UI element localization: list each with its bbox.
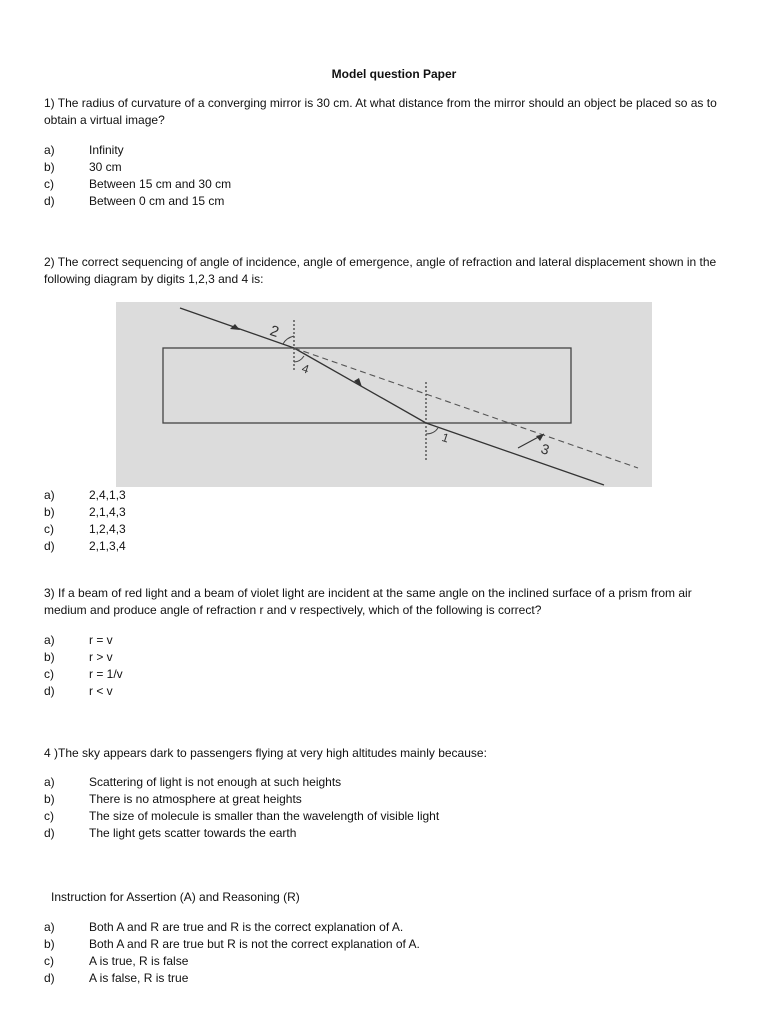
question-4-options	[44, 774, 724, 842]
option-key: a)	[44, 920, 55, 934]
option-key: b)	[44, 650, 55, 664]
question-3: 3) If a beam of red light and a beam of violet light are incident at the same angle on the inclined surface of a prism from air medium and produce angle of refraction r and v respectively, which of the following is correct?	[44, 586, 692, 617]
option-key: a)	[44, 775, 55, 789]
option-key: d)	[44, 826, 55, 840]
option-row	[44, 791, 724, 808]
option-key: b)	[44, 505, 55, 519]
option-row	[44, 176, 724, 193]
option-text: r > v	[89, 650, 113, 664]
option-text: Infinity	[89, 143, 124, 157]
figure-label-3: 3	[539, 440, 552, 458]
option-row	[44, 142, 724, 159]
option-text: A is true, R is false	[89, 954, 189, 968]
option-text: 1,2,4,3	[89, 522, 126, 536]
option-key: c)	[44, 809, 54, 823]
angle-arc	[283, 336, 294, 344]
option-key: c)	[44, 954, 54, 968]
option-key: d)	[44, 971, 55, 985]
option-row	[44, 683, 724, 700]
question-1: 1) The radius of curvature of a converging mirror is 30 cm. At what distance from the mirror should an object be placed so as to obtain a virtual image?	[44, 96, 717, 127]
option-text: Between 15 cm and 30 cm	[89, 177, 232, 191]
refraction-diagram	[116, 302, 652, 487]
option-text: r < v	[89, 684, 113, 698]
option-row	[44, 825, 724, 842]
option-key: d)	[44, 684, 55, 698]
option-row	[44, 487, 724, 504]
option-row	[44, 666, 724, 683]
option-row	[44, 774, 724, 791]
option-row	[44, 521, 724, 538]
option-text: 30 cm	[89, 160, 122, 174]
option-key: d)	[44, 539, 55, 553]
extended-ray	[294, 348, 638, 468]
option-text: r = v	[89, 633, 113, 647]
page-title: Model question Paper	[331, 67, 457, 81]
option-text: The light gets scatter towards the earth	[89, 826, 297, 840]
option-key: b)	[44, 792, 55, 806]
option-text: 2,1,3,4	[89, 539, 126, 553]
option-text: Between 0 cm and 15 cm	[89, 194, 225, 208]
option-key: a)	[44, 488, 55, 502]
option-key: c)	[44, 177, 54, 191]
option-text: 2,1,4,3	[89, 505, 126, 519]
option-row	[44, 808, 724, 825]
option-row	[44, 538, 724, 555]
angle-arc	[426, 428, 438, 434]
option-key: c)	[44, 522, 54, 536]
option-text: r = 1/v	[89, 667, 123, 681]
option-row	[44, 159, 724, 176]
option-row	[44, 919, 724, 936]
angle-arc	[294, 356, 304, 362]
option-key: b)	[44, 160, 55, 174]
option-key: c)	[44, 667, 54, 681]
option-row	[44, 504, 724, 521]
option-row	[44, 193, 724, 210]
option-text: There is no atmosphere at great heights	[89, 792, 302, 806]
option-text: Both A and R are true and R is the correct explanation of A.	[89, 920, 404, 934]
option-text: The size of molecule is smaller than the wavelength of visible light	[89, 809, 440, 823]
option-row	[44, 936, 724, 953]
option-row	[44, 649, 724, 666]
figure-label-4: 4	[300, 361, 311, 377]
option-row	[44, 970, 724, 987]
figure-label-1: 1	[440, 430, 451, 446]
question-2: 2) The correct sequencing of angle of incidence, angle of emergence, angle of refraction and lateral displacement shown in the following diagram by digits 1,2,3 and 4 is:	[44, 255, 717, 286]
option-row	[44, 632, 724, 649]
option-text: Scattering of light is not enough at such heights	[89, 775, 342, 789]
instruction-options	[44, 919, 724, 987]
question-2-options	[44, 487, 724, 555]
question-1-options	[44, 142, 724, 210]
option-text: A is false, R is true	[89, 971, 189, 985]
glass-slab	[163, 348, 571, 423]
option-key: b)	[44, 937, 55, 951]
option-text: Both A and R are true but R is not the correct explanation of A.	[89, 937, 420, 951]
option-row	[44, 953, 724, 970]
option-text: 2,4,1,3	[89, 488, 126, 502]
emergent-ray	[426, 423, 604, 485]
arrowhead	[230, 324, 240, 330]
option-key: a)	[44, 633, 55, 647]
option-key: a)	[44, 143, 55, 157]
option-key: d)	[44, 194, 55, 208]
arrowhead	[536, 434, 544, 441]
question-3-options	[44, 632, 724, 700]
figure-label-2: 2	[267, 322, 281, 341]
question-4: 4 )The sky appears dark to passengers flying at very high altitudes mainly because:	[44, 746, 487, 760]
instruction-heading: Instruction for Assertion (A) and Reasoning (R)	[51, 890, 300, 904]
